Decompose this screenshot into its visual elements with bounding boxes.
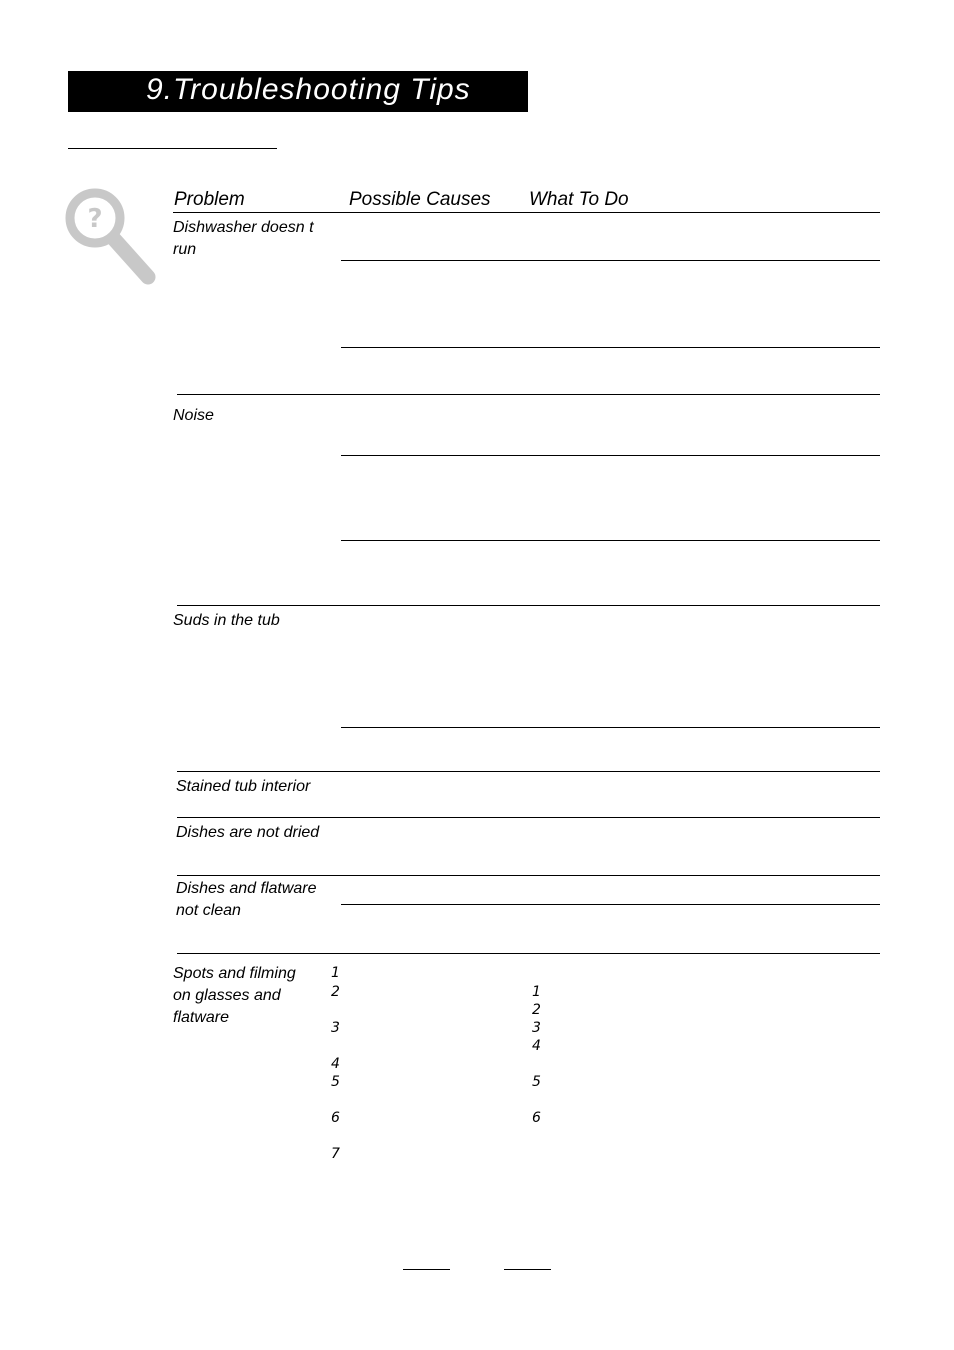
row-divider: [177, 817, 880, 818]
todo-number: 6: [532, 1110, 541, 1126]
problem-stained-tub: Stained tub interior: [176, 778, 311, 795]
cause-number: 1: [331, 965, 340, 981]
todo-number: 4: [532, 1038, 541, 1054]
todo-number: 2: [532, 1002, 541, 1018]
footer-rule-left: [403, 1269, 450, 1270]
cause-number: 5: [331, 1074, 340, 1090]
problem-dishes-not-clean: Dishes and flatware not clean: [176, 880, 317, 919]
footer-rule-right: [504, 1269, 551, 1270]
svg-text:?: ?: [87, 204, 103, 234]
cause-divider: [341, 904, 880, 905]
header-possible-causes: Possible Causes: [349, 189, 491, 210]
title-bar: [68, 71, 528, 112]
problem-noise: Noise: [173, 407, 214, 424]
row-divider: [177, 605, 880, 606]
row-divider: [177, 771, 880, 772]
problem-dishes-not-dried: Dishes are not dried: [176, 824, 320, 841]
cause-divider: [341, 540, 880, 541]
todo-number: 1: [532, 984, 541, 1000]
cause-divider: [341, 260, 880, 261]
header-what-to-do: What To Do: [529, 189, 629, 210]
cause-number: 3: [331, 1020, 340, 1036]
cause-number: 2: [331, 984, 340, 1000]
title-underline: [68, 148, 277, 149]
magnifier-question-icon: [62, 185, 162, 290]
todo-number: 5: [532, 1074, 541, 1090]
cause-number: 7: [331, 1146, 340, 1162]
cause-divider: [341, 347, 880, 348]
header-rule: [173, 212, 880, 213]
cause-divider: [341, 455, 880, 456]
problem-dishwasher-doesnt-run: Dishwasher doesn t run: [173, 219, 314, 258]
row-divider: [177, 953, 880, 954]
cause-divider: [341, 727, 880, 728]
header-problem: Problem: [174, 189, 245, 210]
problem-spots-filming: Spots and filming on glasses and flatware: [173, 965, 296, 1026]
todo-number: 3: [532, 1020, 541, 1036]
problem-suds-in-tub: Suds in the tub: [173, 612, 280, 629]
row-divider: [177, 394, 880, 395]
cause-number: 4: [331, 1056, 340, 1072]
page-title: 9.Troubleshooting Tips: [146, 73, 471, 106]
cause-number: 6: [331, 1110, 340, 1126]
row-divider: [177, 875, 880, 876]
